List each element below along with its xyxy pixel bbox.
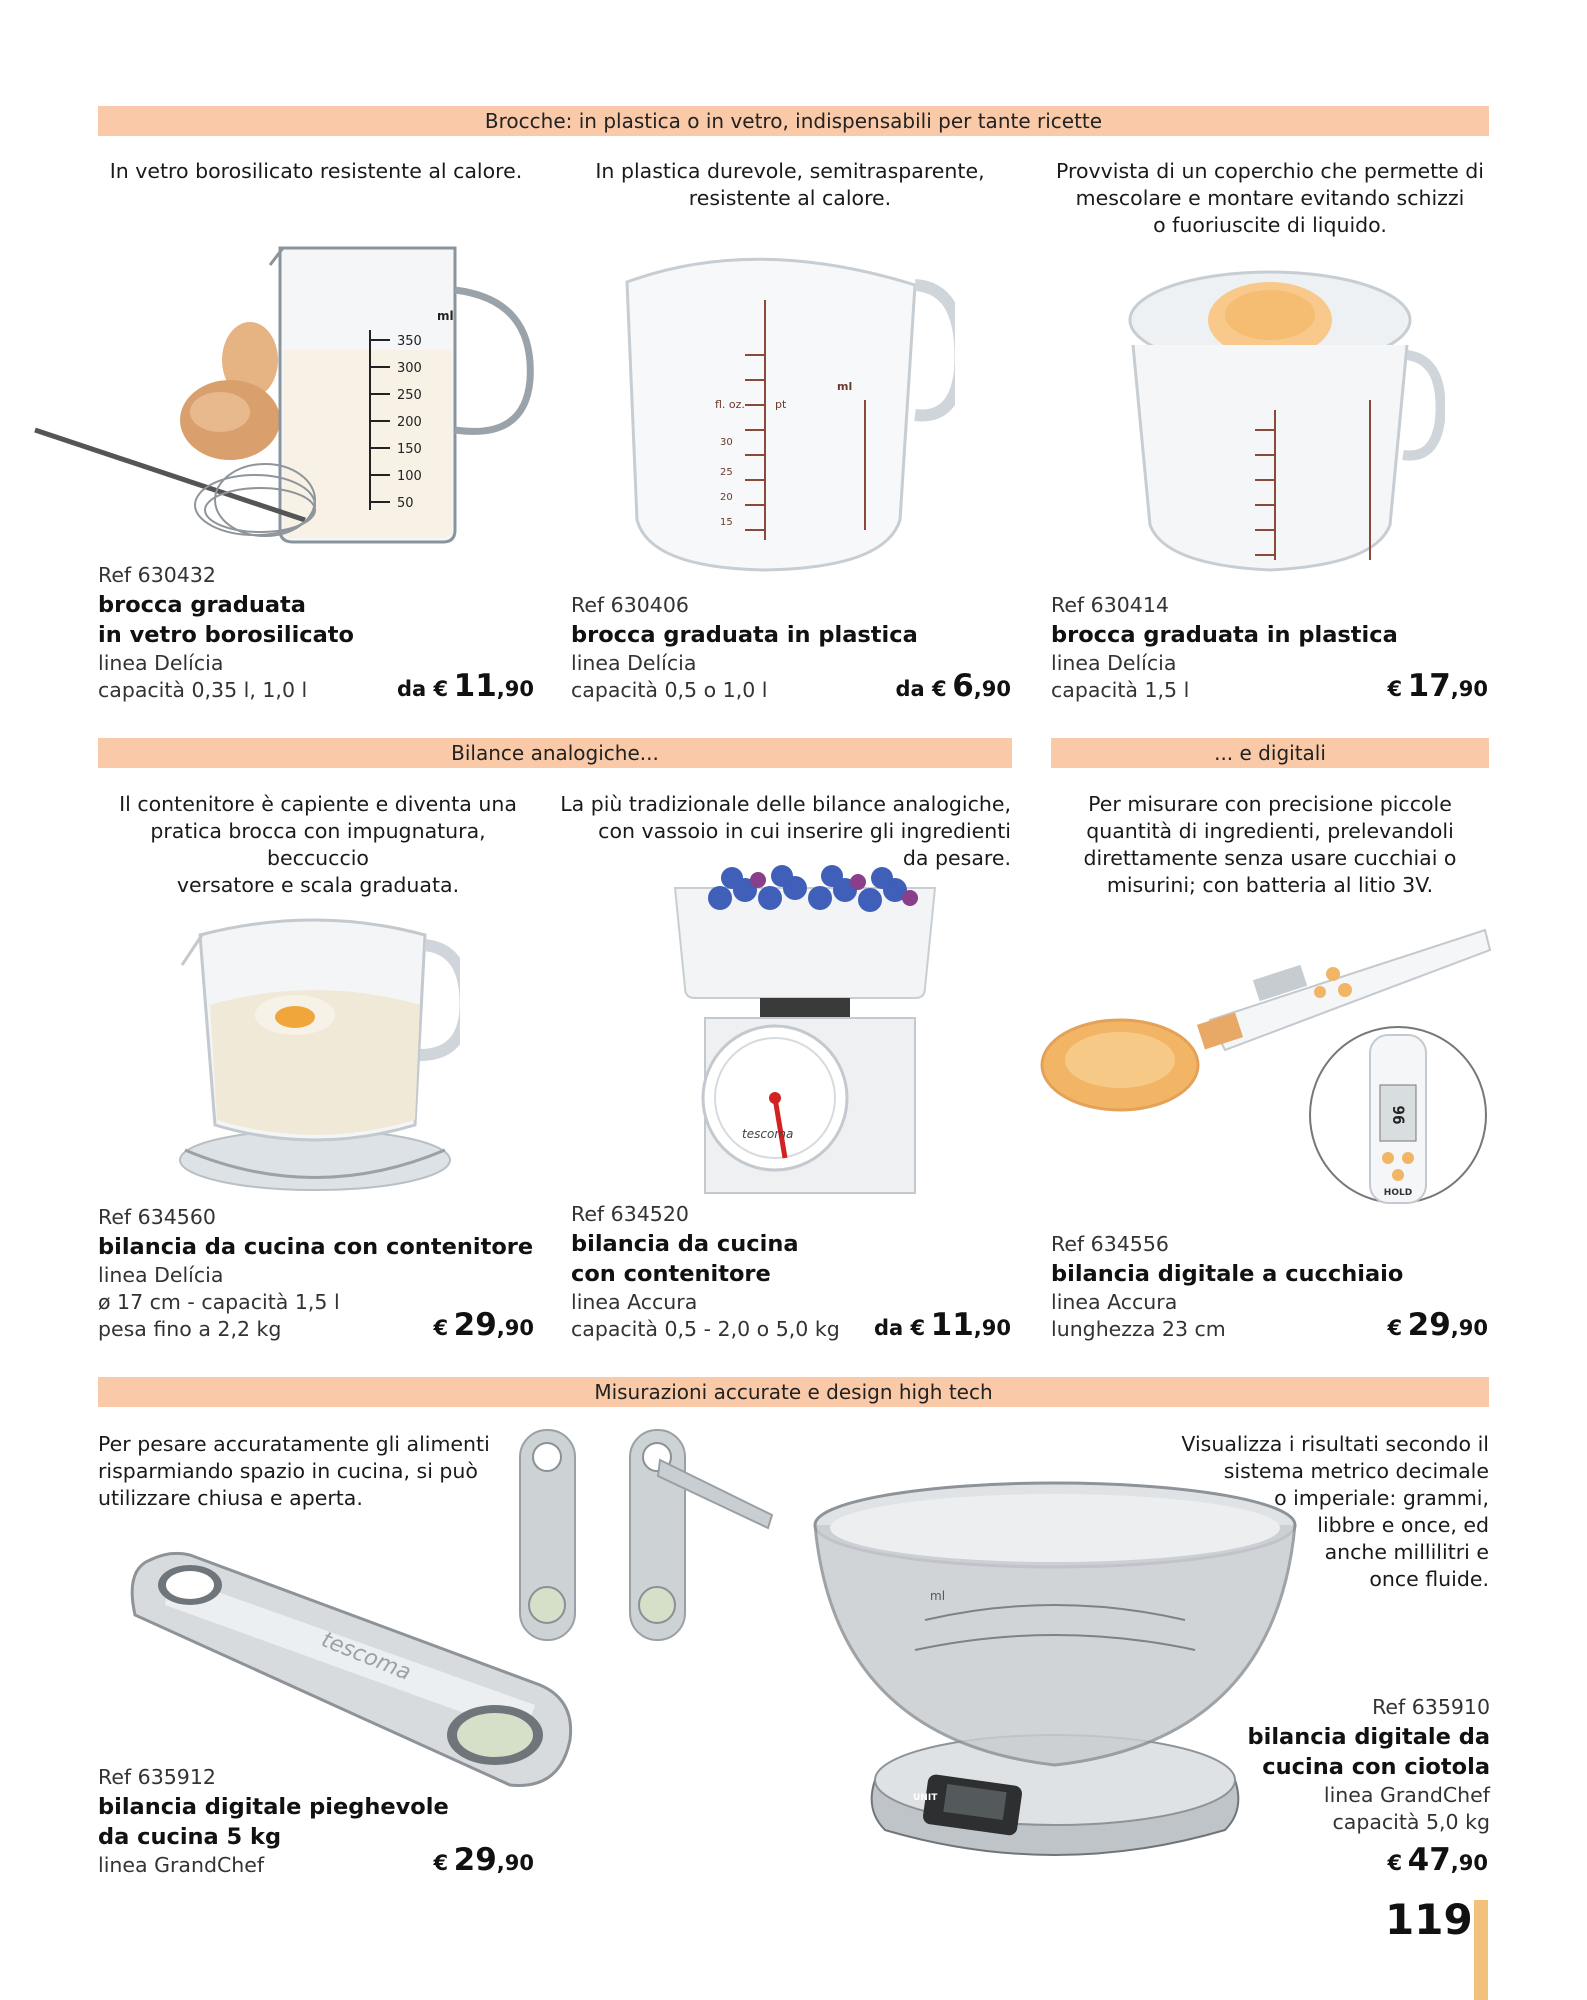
product-ref: Ref 630406: [571, 593, 689, 617]
product-name: brocca graduata: [98, 592, 306, 618]
spoon-scale-display-value: 96: [1389, 1105, 1408, 1125]
spoon-scale-hold-label: HOLD: [1383, 1188, 1413, 1198]
product-name: cucina con ciotola: [1262, 1754, 1490, 1780]
svg-text:30: 30: [720, 437, 733, 448]
product-ref: Ref 630414: [1051, 593, 1169, 617]
kitchen-scale-with-container-image: [170, 905, 460, 1195]
bowl-scale-unit-label: UNIT: [913, 1793, 938, 1803]
product-name: bilancia digitale a cucchiaio: [1051, 1261, 1404, 1287]
analog-kitchen-scale-image: [670, 858, 940, 1198]
product-spec: lunghezza 23 cm: [1051, 1317, 1226, 1341]
plastic-jug-with-lid-image: [1125, 260, 1445, 580]
product-description: Per misurare con precisione piccole quantità di ingredienti, prelevandoli direttamente senza usare cucchiai o misurini; con batteria al litio 3V.: [1083, 792, 1457, 897]
product-name: bilancia digitale da: [1247, 1724, 1490, 1750]
product-price: € 29,90: [433, 1307, 534, 1343]
product-line: linea Delícia: [98, 651, 224, 675]
product-line: linea Delícia: [1051, 651, 1177, 675]
product-line: linea GrandChef: [98, 1853, 265, 1877]
product-spec: pesa fino a 2,2 kg: [98, 1317, 282, 1341]
product-name: in vetro borosilicato: [98, 622, 355, 648]
product-ref: Ref 635912: [98, 1765, 216, 1789]
svg-text:300: 300: [397, 361, 422, 376]
product-ref: Ref 635910: [1372, 1695, 1490, 1719]
product-name: bilancia da cucina con contenitore: [98, 1234, 534, 1260]
product-line: linea Delícia: [98, 1263, 224, 1287]
product-spec: capacità 1,5 l: [1051, 678, 1190, 702]
product-spec: ø 17 cm - capacità 1,5 l: [98, 1290, 340, 1314]
product-name: con contenitore: [571, 1261, 771, 1287]
svg-text:350: 350: [397, 334, 422, 349]
jug-ml-label: ml: [437, 309, 454, 323]
product-description: Per pesare accuratamente gli alimenti risparmiando spazio in cucina, si può utilizzare chiusa e aperta.: [98, 1432, 490, 1510]
svg-text:250: 250: [397, 388, 422, 403]
svg-text:20: 20: [720, 492, 733, 503]
page-number: 119: [1385, 1895, 1473, 1944]
svg-text:150: 150: [397, 442, 422, 457]
product-ref: Ref 634520: [571, 1202, 689, 1226]
svg-text:100: 100: [397, 469, 422, 484]
section-header-analog-scales: Bilance analogiche...: [98, 738, 1012, 768]
digital-spoon-scale-image: [1040, 920, 1500, 1210]
product-ref: Ref 630432: [98, 563, 216, 587]
svg-text:15: 15: [720, 517, 733, 528]
section-header-jugs: Brocche: in plastica o in vetro, indispensabili per tante ricette: [98, 106, 1489, 136]
folding-digital-scale-image: [120, 1540, 580, 1800]
product-price: da € 6,90: [895, 668, 1011, 704]
product-line: linea Accura: [571, 1290, 698, 1314]
product-description: In plastica durevole, semitrasparente, resistente al calore.: [595, 159, 985, 210]
glass-measuring-jug-image: [15, 230, 545, 550]
product-price: € 17,90: [1387, 668, 1488, 704]
section-header-digital-scales: ... e digitali: [1051, 738, 1489, 768]
scale-brand-label: tescoma: [742, 1127, 794, 1141]
product-description: Il contenitore è capiente e diventa una pratica brocca con impugnatura, beccuccio versatore e scala graduata.: [119, 792, 517, 897]
product-description: Provvista di un coperchio che permette di mescolare e montare evitando schizzi o fuoriuscite di liquido.: [1055, 159, 1485, 237]
product-spec: capacità 0,5 o 1,0 l: [571, 678, 768, 702]
page-edge-bar: [1474, 1900, 1488, 2000]
plastic-measuring-jug-image: [615, 240, 955, 580]
svg-text:50: 50: [397, 496, 414, 511]
folding-scale-brand-label: tescoma: [317, 1627, 415, 1686]
product-price: € 29,90: [433, 1842, 534, 1878]
section-header-high-tech: Misurazioni accurate e design high tech: [98, 1377, 1489, 1407]
product-name: bilancia digitale pieghevole: [98, 1794, 449, 1820]
product-name: bilancia da cucina: [571, 1231, 799, 1257]
product-line: linea Accura: [1051, 1290, 1178, 1314]
product-name: da cucina 5 kg: [98, 1824, 282, 1850]
product-description: In vetro borosilicato resistente al calore.: [109, 159, 523, 183]
product-spec: capacità 0,35 l, 1,0 l: [98, 678, 308, 702]
product-name: brocca graduata in plastica: [571, 622, 918, 648]
product-description: Visualizza i risultati secondo il sistema metrico decimale o imperiale: grammi, libbre e once, ed anche millilitri e once fluide.: [1181, 1432, 1489, 1591]
svg-text:ml: ml: [837, 380, 853, 393]
product-price: € 29,90: [1387, 1307, 1488, 1343]
product-spec: capacità 0,5 - 2,0 o 5,0 kg: [571, 1317, 840, 1341]
product-ref: Ref 634556: [1051, 1232, 1169, 1256]
product-spec: capacità 5,0 kg: [1332, 1810, 1490, 1834]
product-name: brocca graduata in plastica: [1051, 622, 1398, 648]
product-line: linea Delícia: [571, 651, 697, 675]
svg-text:200: 200: [397, 415, 422, 430]
bowl-ml-label: ml: [930, 1589, 946, 1603]
product-ref: Ref 634560: [98, 1205, 216, 1229]
svg-text:pt: pt: [775, 398, 787, 411]
product-price: € 47,90: [1387, 1842, 1488, 1878]
product-line: linea GrandChef: [1323, 1783, 1490, 1807]
product-price: da € 11,90: [396, 668, 534, 704]
product-price: da € 11,90: [873, 1307, 1011, 1343]
product-description: La più tradizionale delle bilance analogiche, con vassoio in cui inserire gli ingredienti da pesare.: [560, 792, 1011, 870]
product-info-635910: [1180, 1692, 1490, 1836]
svg-text:fl. oz.: fl. oz.: [715, 398, 745, 411]
svg-text:25: 25: [720, 467, 733, 478]
